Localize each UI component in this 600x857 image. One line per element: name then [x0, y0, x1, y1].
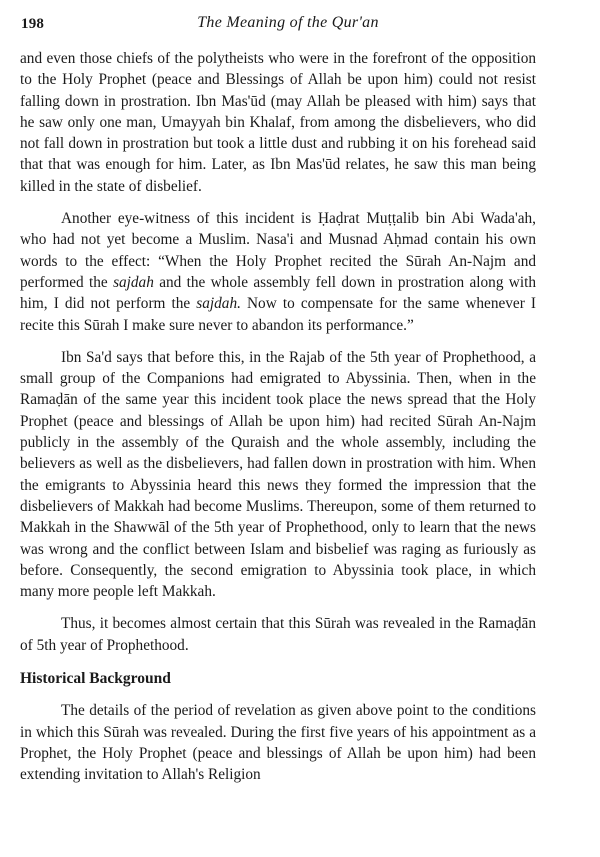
book-page	[20, 0, 536, 857]
paragraph-ibn-sad: Ibn Sa'd says that before this, in the Rajab of the 5th year of Prophethood, a small group of the Companions had emigrated to Abyssinia. Then, when in the Ramaḍān of the same year this incident took place the news spread that the Holy Prophet (peace and blessings of Allah be upon him) had recited Sūrah An-Najm publicly in the assembly of the Quraish and the whole assembly, including the believers as well as the disbelievers, had fallen down in prostration with him. When the emigrants to Abyssinia heard this news they formed the impression that the disbelievers of Makkah had become Muslims. Thereupon, some of them returned to Makkah in the Shawwāl of the 5th year of Prophethood, only to learn that the news was wrong and the conflict between Islam and bisbelief was raging as furiously as before. Consequently, the second emigration to Abyssinia took place, in which many more people left Makkah.	[20, 348, 536, 601]
italic-term: sajdah.	[196, 295, 241, 313]
page-header	[20, 0, 536, 48]
paragraph-continuation: and even those chiefs of the polytheists who were in the forefront of the opposition to the Holy Prophet (peace and Blessings of Allah be upon him) could not resist falling down in prostration. Ibn Mas'ūd (may Allah be pleased with him) says that he saw only one man, Umayyah bin Khalaf, from among the disbelievers, who did not fall down in prostration but took a little dust and rubbing it on his forehead said that that was enough for him. Later, as Ibn Mas'ūd relates, he saw this man being killed in the state of disbelief.	[20, 50, 536, 195]
paragraph-text: Now to compensate for the same whenever I recite this Sūrah I make sure never to abandon its performance.”	[20, 295, 536, 334]
running-title: The Meaning of the Qur'an	[197, 14, 379, 31]
paragraph-text: and the whole assembly fell down in prostration along with him, I did not perform the	[20, 273, 536, 313]
body-text	[20, 48, 536, 786]
italic-term: sajdah	[113, 273, 154, 291]
paragraph-historical: The details of the period of revelation as given above point to the conditions in which this Sūrah was revealed. During the first five years of his appointment as a Prophet, the Holy Prophet (peace and blessings of Allah be upon him) had been extending invitation to Allah's Religion	[20, 702, 536, 784]
paragraph-conclusion: Thus, it becomes almost certain that this Sūrah was revealed in the Ramaḍān of 5th year of Prophethood.	[20, 615, 536, 654]
section-heading: Historical Background	[20, 670, 171, 688]
paragraph-text: Another eye-witness of this incident is Ḥaḍrat Muṭṭalib bin Abi Wada'ah, who had not yet become a Muslim. Nasa'i and Musnad Aḥmad contain his own words to the effect: “When the Holy Prophet recited the Sūrah An-Najm and performed the	[20, 210, 536, 291]
page-number: 198	[21, 16, 45, 32]
paragraph-eyewitness	[20, 208, 536, 336]
